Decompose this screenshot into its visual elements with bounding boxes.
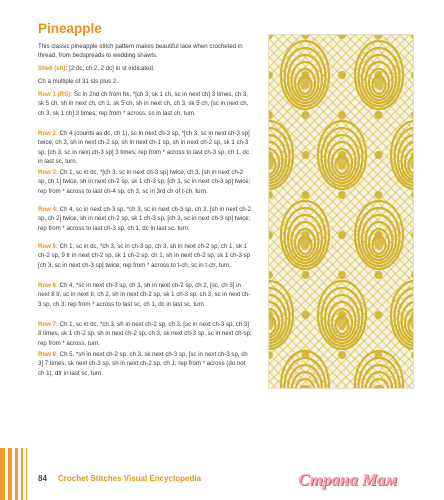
row-3	[38, 168, 253, 196]
intro-paragraph: This classic pineapple stitch pattern makes beautiful lace when crocheted in thread, from bedspreads to wedding shawls.	[38, 43, 243, 60]
chain-multiple: Ch a multiple of 31 sts plus 2.	[38, 78, 118, 85]
shell-label: Shell (sh):	[38, 65, 68, 72]
book-title: Crochet Stitches Visual Encyclopedia	[58, 474, 202, 483]
row-instructions: Ch 1, sc in dc, *ch 3, sc in ch-3 sp, ch 3, sh in next ch-2 sp, ch 1, sk 1 ch-2 sp, 9 tr in next ch-2 sp, sk 1 ch-2 sp, ch 1, sh in next ch-2 sp, sk 1 ch-3 sp [ch 3, sc in next ch-3 sp] twice; rep from * across to t-ch, sc in t-ch, turn.	[38, 243, 251, 269]
row-instructions: Ch 4, sc in next ch-3 sp, *ch 3, sc in next ch-3 sp, ch 3, [sh in next ch-2 sp, ch 2] twice, sh in next ch-2 sp, sk 1 ch-3 sp, [ch 3, sc in next ch-3 sp] twice; rep from * across to last ch-3 sp, ch 1, dc in last sc, turn.	[38, 206, 252, 232]
page-number: 84	[38, 474, 47, 483]
row-label: Row 5:	[38, 243, 58, 250]
pattern-title: Pineapple	[38, 21, 102, 36]
row-label: Row 2:	[38, 130, 58, 137]
shell-text: [2 dc, ch 2, 2 dc] in st indicated.	[67, 65, 155, 72]
footer-color-bars	[0, 448, 30, 500]
row-4	[38, 205, 253, 233]
row-7	[38, 320, 253, 348]
shell-definition	[38, 64, 253, 73]
row-instructions: Ch 1, sc in dc, *ch 3, sh in next ch-2 sp, ch 3, [sc in next ch-3 sp, ch 3] 8 times, sk 1 ch-2 sp, sh in next ch-2 sp, ch 3, sk next ch-3 sp, sc in next ch-sp; rep from * across, turn.	[38, 321, 252, 347]
row-label: Row 3:	[38, 169, 58, 176]
site-watermark: Страна Мам	[298, 470, 398, 489]
footer-bar	[21, 448, 23, 500]
footer-bar	[15, 448, 18, 500]
row-instructions: Ch 1, sc in dc, *[ch 3, sc in next ch-3 sp] twice, ch 3, [sh in next ch-2 sp, ch 1] twice, sh in next ch-2 sp, sk 1 ch-3 sp, [ch 3, sc in next ch-3 sp] twice; rep from * across to last ch-4 sp, ch 3, sc in 3rd ch of t-ch, turn.	[38, 169, 251, 195]
row-instructions: Ch 4 (counts as dc, ch 1), sc in next ch-3 sp, *[ch 3, sc in next ch-3 sp] twice, ch 3, sh in next ch-2 sp, sh in next ch-1 sp, sh in next ch-2 sp, sk 1 ch-3 sp, [ch 3, sc in next ch-3 sp] 3 times; rep from * across to last ch-3 sp, ch 1, dc in last sc, turn.	[38, 130, 250, 166]
row-instructions: Ch 5, *sh in next ch-2 sp, ch 3, sk next ch-3 sp, [sc in next ch-3 sp, ch 3] 7 times, sk next ch-3 sp, sh in next ch-2 sp, ch 1; rep from * across (do not ch 1), dtr in last sc, turn.	[38, 351, 248, 377]
row-label: Row 6:	[38, 282, 58, 289]
crochet-swatch-photo	[268, 34, 414, 389]
row-instructions: Ch 4, *sc in next ch-3 sp, ch 3, sh in next ch-2 sp, ch 2, [sc, ch 3] in next 8 tr, sc in next tr, ch 2, sh in next ch-2 sp, sk 1 ch-3 sp, ch 3, sc in next ch-3 sp, ch 3; rep from * across to last sc, ch 1, dc in last sc, turn.	[38, 282, 251, 308]
row-8	[38, 350, 253, 378]
row-label: Row 7:	[38, 321, 58, 328]
row-label: Row 8:	[38, 351, 58, 358]
row-label: Row 4:	[38, 206, 58, 213]
row-5	[38, 242, 253, 270]
row-1	[38, 90, 253, 118]
row-label: Row 1 (RS):	[38, 91, 73, 98]
row-2	[38, 129, 253, 167]
pineapple-lace-image	[269, 35, 414, 389]
footer-bar	[8, 448, 12, 500]
footer-bar	[0, 448, 5, 500]
row-6	[38, 281, 253, 309]
footer-bar	[26, 448, 27, 500]
row-instructions: Sc in 2nd ch from hk, *[ch 3, sk 1 ch, sc in next ch] 3 times, ch 3, sk 5 ch, sh in next ch, ch 1, sk 5 ch, sh in next ch, ch 3, sk 5 ch, [sc in next ch, ch 3, sk 1 ch] 3 times; rep from * across, sc in last ch, turn.	[38, 91, 249, 117]
